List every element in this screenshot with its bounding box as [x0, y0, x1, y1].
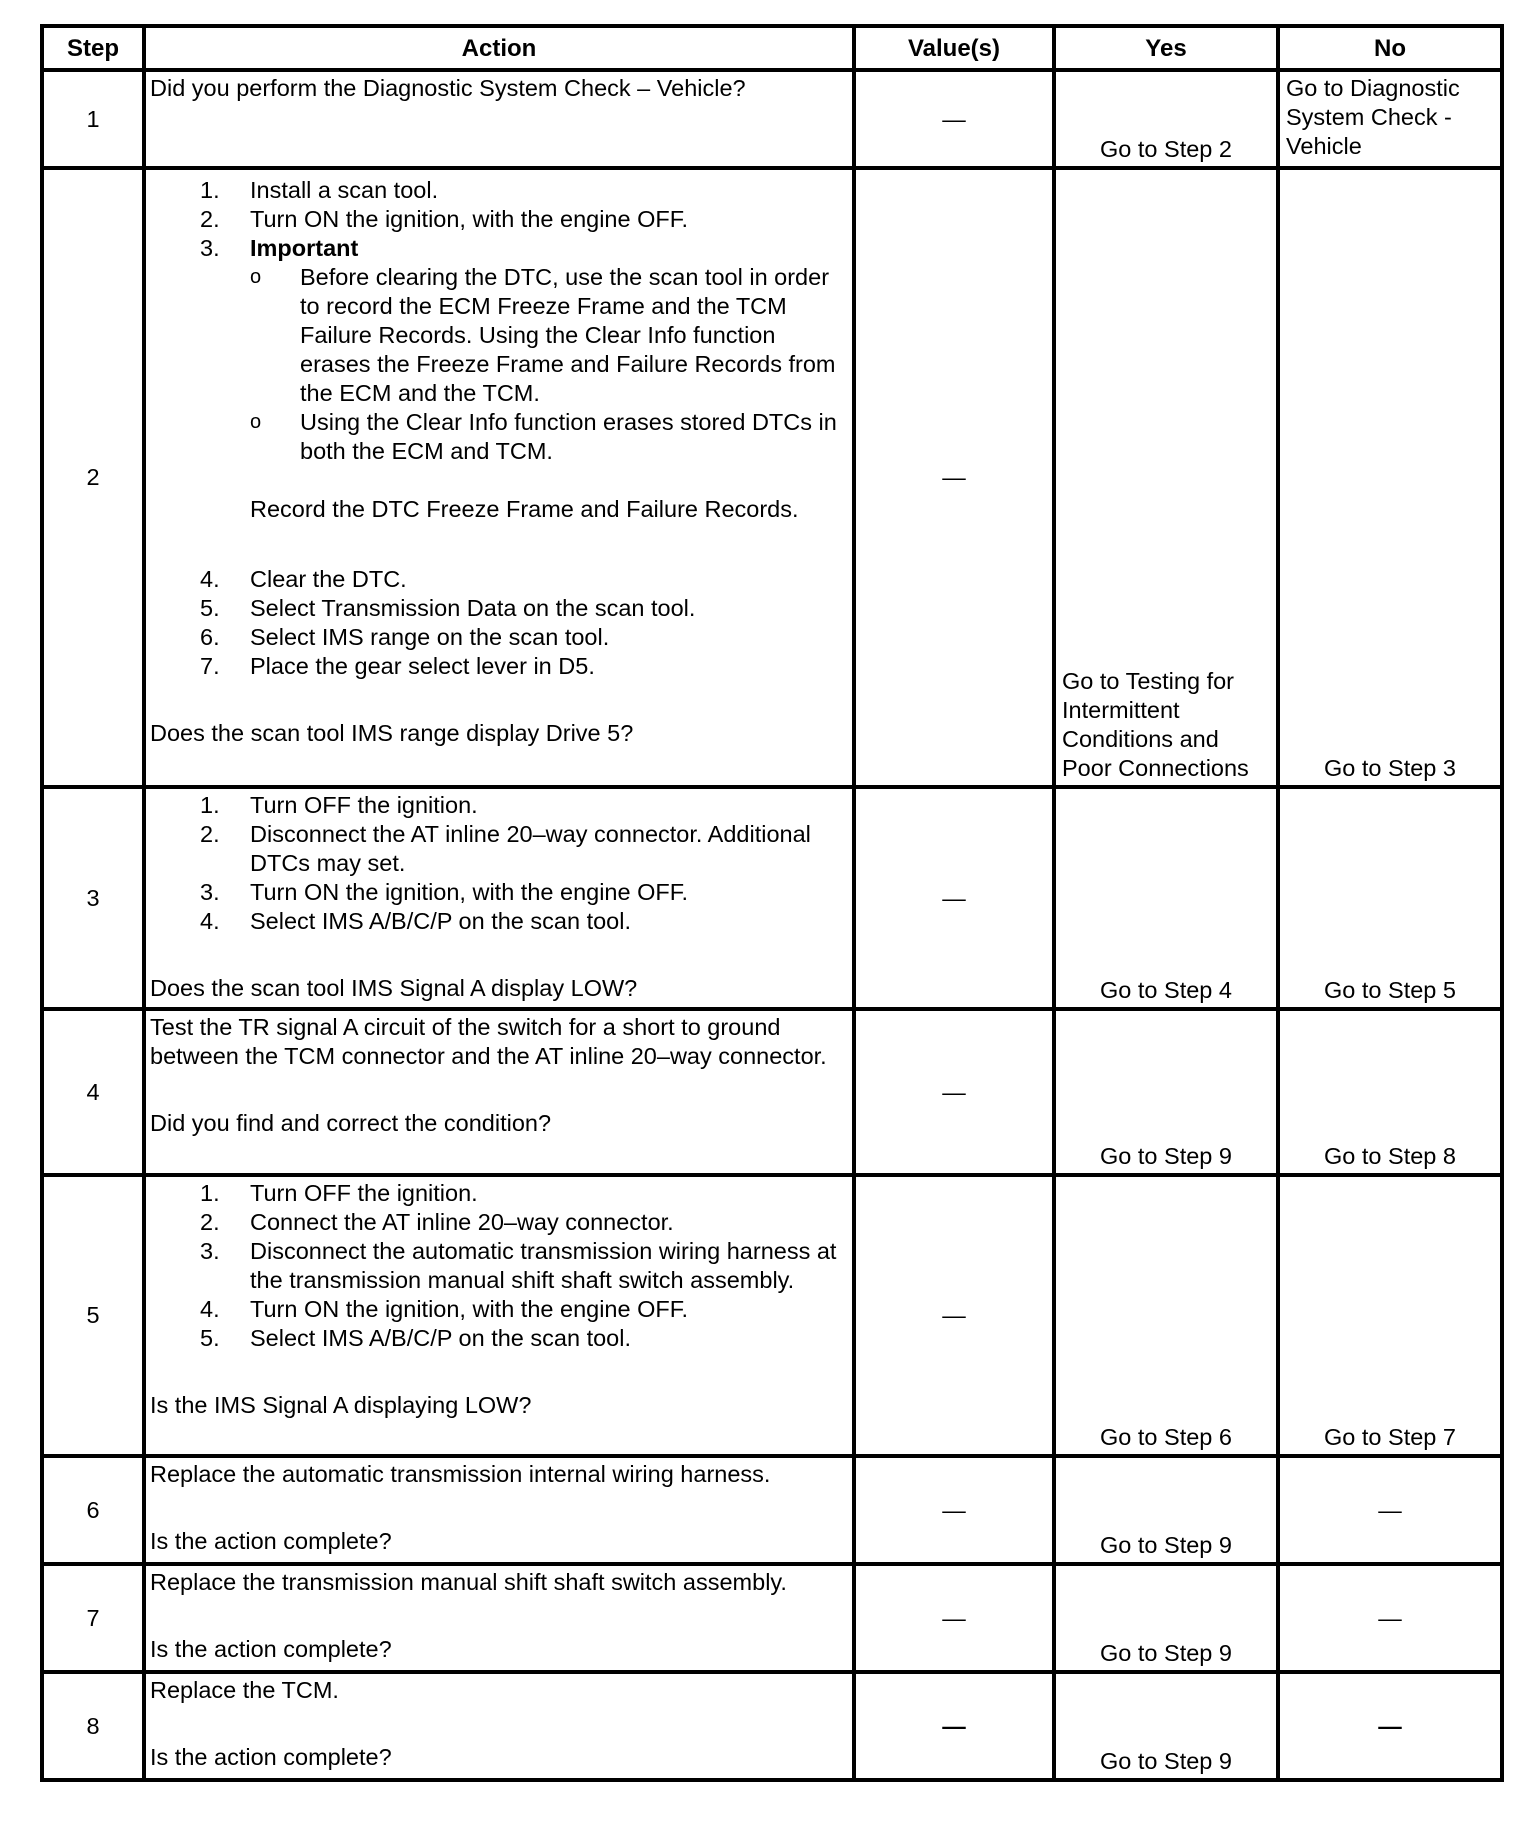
action-cell [144, 1564, 854, 1672]
header-no: No [1278, 26, 1502, 70]
action-cell [144, 168, 854, 787]
no-cell: Go to Step 3 [1278, 168, 1502, 787]
action-question: Does the scan tool IMS range display Drive 5? [150, 720, 634, 746]
yes-cell: Go to Testing for Intermittent Conditions and Poor Connections [1054, 168, 1278, 787]
action-text: Test the TR signal A circuit of the switch for a short to ground between the TCM connector and the AT inline 20–way connector. [150, 1014, 827, 1069]
table-row [42, 1456, 1502, 1564]
step-number: 7 [42, 1564, 144, 1672]
action-cell [144, 1672, 854, 1780]
step-number: 8 [42, 1672, 144, 1780]
yes-cell: Go to Step 6 [1054, 1175, 1278, 1456]
action-text: Replace the automatic transmission internal wiring harness. [150, 1461, 771, 1487]
list-item: 2. Connect the AT inline 20–way connector. [200, 1209, 674, 1235]
value-cell: — [854, 787, 1054, 1009]
yes-cell: Go to Step 9 [1054, 1009, 1278, 1175]
header-action: Action [144, 26, 854, 70]
table-row [42, 1564, 1502, 1672]
table-row [42, 168, 1502, 787]
step-number: 6 [42, 1456, 144, 1564]
header-yes: Yes [1054, 26, 1278, 70]
step-number: 4 [42, 1009, 144, 1175]
list-item: 5. Select IMS A/B/C/P on the scan tool. [200, 1325, 631, 1351]
action-question: Is the action complete? [150, 1744, 392, 1770]
important-list [150, 263, 848, 466]
action-text: Replace the TCM. [150, 1677, 339, 1703]
action-question: Is the action complete? [150, 1636, 392, 1662]
table-row [42, 1672, 1502, 1780]
step-number: 1 [42, 70, 144, 168]
table-row [42, 1009, 1502, 1175]
record-note: Record the DTC Freeze Frame and Failure Records. [250, 496, 799, 522]
table-row [42, 1175, 1502, 1456]
list-item: 4. Turn ON the ignition, with the engine OFF. [200, 1296, 689, 1322]
table-row [42, 70, 1502, 168]
diagnostic-table [40, 24, 1504, 1782]
action-cell [144, 1456, 854, 1564]
list-item: 1. Turn OFF the ignition. [200, 792, 478, 818]
value-cell: — [854, 1564, 1054, 1672]
list-item: 4. Clear the DTC. [200, 566, 407, 592]
action-cell [144, 70, 854, 168]
list-item: 3. Disconnect the automatic transmission wiring harness at the transmission manual shift shaft switch assembly. [200, 1238, 837, 1293]
header-row [42, 26, 1502, 70]
list-item: 4. Select IMS A/B/C/P on the scan tool. [200, 908, 631, 934]
header-step: Step [42, 26, 144, 70]
list-item: 3. Turn ON the ignition, with the engine OFF. [200, 879, 689, 905]
no-cell: Go to Step 8 [1278, 1009, 1502, 1175]
header-values: Value(s) [854, 26, 1054, 70]
no-cell: — [1278, 1564, 1502, 1672]
yes-cell: Go to Step 9 [1054, 1564, 1278, 1672]
action-list [150, 791, 848, 936]
step-number: 3 [42, 787, 144, 1009]
list-item: 2. Turn ON the ignition, with the engine OFF. [200, 206, 689, 232]
value-cell: — [854, 168, 1054, 787]
list-item: 3. Important [200, 235, 359, 261]
list-item: o Before clearing the DTC, use the scan tool in order to record the ECM Freeze Frame and the TCM Failure Records. Using the Clear Info function erases the Freeze Frame and Failure Records from the ECM and the TCM. [250, 264, 836, 406]
action-text: Did you perform the Diagnostic System Check – Vehicle? [150, 75, 746, 101]
no-cell: — [1278, 1456, 1502, 1564]
list-item: 1. Install a scan tool. [200, 177, 439, 203]
list-item: 2. Disconnect the AT inline 20–way connector. Additional DTCs may set. [200, 821, 811, 876]
no-cell: Go to Step 7 [1278, 1175, 1502, 1456]
yes-cell: Go to Step 9 [1054, 1456, 1278, 1564]
value-cell: — [854, 1672, 1054, 1780]
list-item: 6. Select IMS range on the scan tool. [200, 624, 610, 650]
list-item: o Using the Clear Info function erases stored DTCs in both the ECM and TCM. [250, 409, 837, 464]
no-cell: Go to Diagnostic System Check - Vehicle [1278, 70, 1502, 168]
list-item: 1. Turn OFF the ignition. [200, 1180, 478, 1206]
action-list [150, 176, 848, 263]
yes-cell: Go to Step 9 [1054, 1672, 1278, 1780]
list-item: 5. Select Transmission Data on the scan tool. [200, 595, 696, 621]
action-text: Replace the transmission manual shift shaft switch assembly. [150, 1569, 787, 1595]
table-row [42, 787, 1502, 1009]
yes-cell: Go to Step 2 [1054, 70, 1278, 168]
no-cell: — [1278, 1672, 1502, 1780]
yes-cell: Go to Step 4 [1054, 787, 1278, 1009]
action-question: Did you find and correct the condition? [150, 1110, 552, 1136]
action-list [150, 565, 848, 681]
step-number: 5 [42, 1175, 144, 1456]
value-cell: — [854, 1456, 1054, 1564]
value-cell: — [854, 1175, 1054, 1456]
action-cell [144, 1175, 854, 1456]
no-cell: Go to Step 5 [1278, 787, 1502, 1009]
list-item: 7. Place the gear select lever in D5. [200, 653, 595, 679]
action-question: Is the IMS Signal A displaying LOW? [150, 1392, 532, 1418]
action-cell [144, 787, 854, 1009]
value-cell: — [854, 1009, 1054, 1175]
step-number: 2 [42, 168, 144, 787]
action-question: Is the action complete? [150, 1528, 392, 1554]
action-list [150, 1179, 848, 1353]
value-cell: — [854, 70, 1054, 168]
action-cell [144, 1009, 854, 1175]
action-question: Does the scan tool IMS Signal A display LOW? [150, 975, 638, 1001]
